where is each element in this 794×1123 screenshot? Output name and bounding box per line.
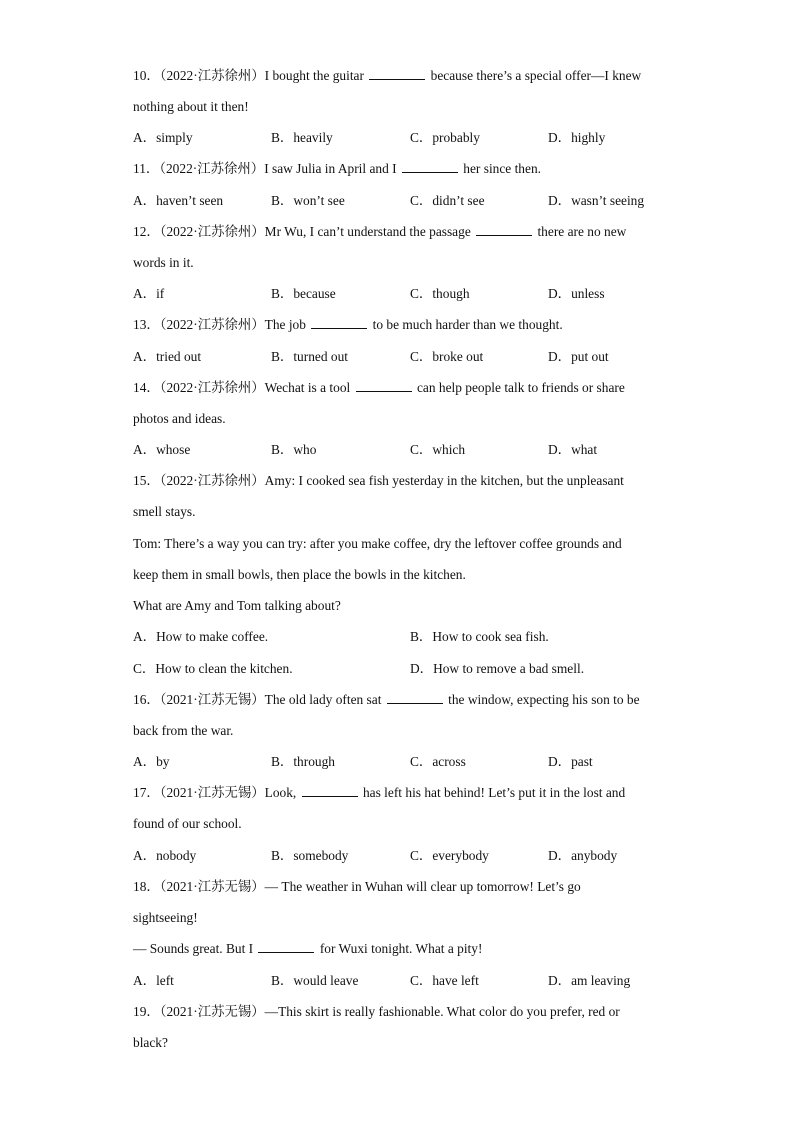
option-b[interactable]: B．somebody xyxy=(271,848,349,863)
question-14-options xyxy=(133,442,693,458)
option-c[interactable]: C．How to clean the kitchen. xyxy=(133,661,293,676)
question-19-stem: 19．（2021·江苏无锡）—This skirt is really fashionable. What color do you prefer, red or xyxy=(133,1004,620,1019)
question-19-stem-cont: black? xyxy=(133,1035,168,1050)
option-d[interactable]: D．am leaving xyxy=(548,973,631,988)
question-15-options-row2 xyxy=(133,661,693,677)
option-b[interactable]: B．heavily xyxy=(271,130,333,145)
option-b[interactable]: B．would leave xyxy=(271,973,359,988)
option-a[interactable]: A．if xyxy=(133,286,165,301)
answer-blank xyxy=(476,224,532,236)
option-b[interactable]: B．How to cook sea fish. xyxy=(410,629,549,644)
option-a[interactable]: A．nobody xyxy=(133,848,197,863)
option-d[interactable]: D．anybody xyxy=(548,848,618,863)
option-c[interactable]: C．didn’t see xyxy=(410,193,485,208)
option-b[interactable]: B．through xyxy=(271,754,335,769)
question-15-line: Tom: There’s a way you can try: after you make coffee, dry the leftover coffee grounds and xyxy=(133,536,622,551)
option-a[interactable]: A．tried out xyxy=(133,349,202,364)
option-a[interactable]: A．simply xyxy=(133,130,193,145)
option-c[interactable]: C．probably xyxy=(410,130,480,145)
question-12-stem: 12．（2022·江苏徐州）Mr Wu, I can’t understand the passage there are no new xyxy=(133,224,627,239)
option-a[interactable]: A．haven’t seen xyxy=(133,193,224,208)
option-d[interactable]: D．unless xyxy=(548,286,605,301)
option-c[interactable]: C．everybody xyxy=(410,848,489,863)
option-a[interactable]: A．left xyxy=(133,973,174,988)
question-18-options xyxy=(133,973,693,989)
option-d[interactable]: D．highly xyxy=(548,130,606,145)
option-c[interactable]: C．broke out xyxy=(410,349,484,364)
option-b[interactable]: B．turned out xyxy=(271,349,348,364)
option-c[interactable]: C．which xyxy=(410,442,466,457)
question-16-stem: 16．（2021·江苏无锡）The old lady often sat the window, expecting his son to be xyxy=(133,692,640,707)
question-10-options xyxy=(133,130,693,146)
option-d[interactable]: D．past xyxy=(548,754,593,769)
question-15-line: keep them in small bowls, then place the bowls in the kitchen. xyxy=(133,567,466,582)
answer-blank xyxy=(258,941,314,953)
question-16-options xyxy=(133,754,693,770)
question-11-stem: 11．（2022·江苏徐州）I saw Julia in April and I her since then. xyxy=(133,161,541,176)
answer-blank xyxy=(369,68,425,80)
answer-blank xyxy=(387,692,443,704)
question-17-stem-cont: found of our school. xyxy=(133,816,242,831)
option-c[interactable]: C．though xyxy=(410,286,470,301)
question-18-line: sightseeing! xyxy=(133,910,198,925)
option-c[interactable]: C．across xyxy=(410,754,466,769)
question-12-stem-cont: words in it. xyxy=(133,255,194,270)
question-13-stem: 13．（2022·江苏徐州）The job to be much harder than we thought. xyxy=(133,317,563,332)
question-15-line: What are Amy and Tom talking about? xyxy=(133,598,341,613)
question-15-line: smell stays. xyxy=(133,504,196,519)
option-a[interactable]: A．whose xyxy=(133,442,191,457)
question-15-stem: 15．（2022·江苏徐州）Amy: I cooked sea fish yesterday in the kitchen, but the unpleasant xyxy=(133,473,624,488)
question-11-options xyxy=(133,193,693,209)
option-c[interactable]: C．have left xyxy=(410,973,479,988)
question-13-options xyxy=(133,349,693,365)
option-d[interactable]: D．put out xyxy=(548,349,609,364)
answer-blank xyxy=(302,785,358,797)
option-a[interactable]: A．by xyxy=(133,754,170,769)
option-a[interactable]: A．How to make coffee. xyxy=(133,629,269,644)
answer-blank xyxy=(356,380,412,392)
question-10-stem-cont: nothing about it then! xyxy=(133,99,249,114)
question-14-stem-cont: photos and ideas. xyxy=(133,411,226,426)
option-b[interactable]: B．because xyxy=(271,286,336,301)
question-12-options xyxy=(133,286,693,302)
question-15-options-row1 xyxy=(133,629,693,645)
question-18-reply: — Sounds great. But I for Wuxi tonight. What a pity! xyxy=(133,941,483,956)
option-d[interactable]: D．wasn’t seeing xyxy=(548,193,645,208)
question-18-stem: 18．（2021·江苏无锡）— The weather in Wuhan will clear up tomorrow! Let’s go xyxy=(133,879,581,894)
answer-blank xyxy=(311,317,367,329)
question-10-stem: 10．（2022·江苏徐州）I bought the guitar because there’s a special offer—I knew xyxy=(133,68,642,83)
question-16-stem-cont: back from the war. xyxy=(133,723,234,738)
option-d[interactable]: D．what xyxy=(548,442,598,457)
option-b[interactable]: B．who xyxy=(271,442,317,457)
question-17-options xyxy=(133,848,693,864)
question-14-stem: 14．（2022·江苏徐州）Wechat is a tool can help people talk to friends or share xyxy=(133,380,625,395)
answer-blank xyxy=(402,161,458,173)
option-b[interactable]: B．won’t see xyxy=(271,193,345,208)
option-d[interactable]: D．How to remove a bad smell. xyxy=(410,661,585,676)
question-17-stem: 17．（2021·江苏无锡）Look, has left his hat behind! Let’s put it in the lost and xyxy=(133,785,626,800)
